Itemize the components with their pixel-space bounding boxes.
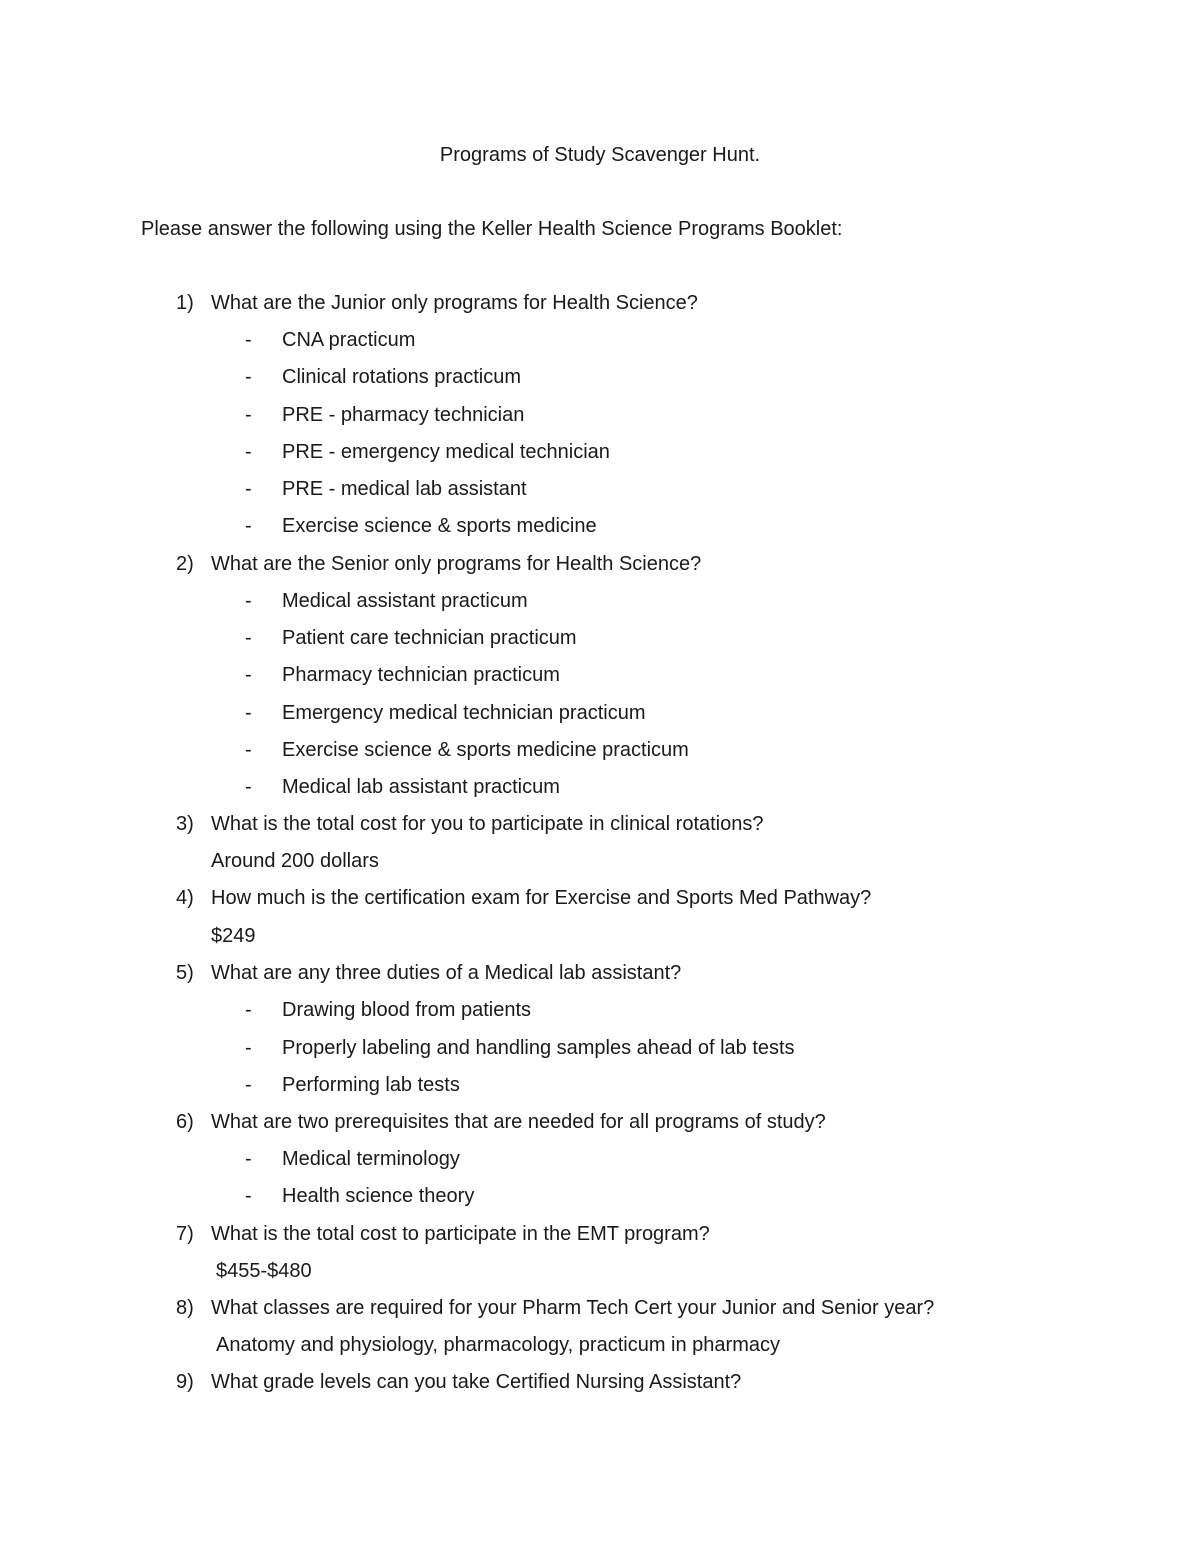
- page-title: Programs of Study Scavenger Hunt.: [439, 144, 761, 166]
- answer-text: $455-$480: [216, 1260, 312, 1282]
- dash-bullet: -: [245, 627, 252, 649]
- dash-bullet: -: [245, 1074, 252, 1096]
- dash-bullet: -: [245, 329, 252, 351]
- dash-bullet: -: [245, 590, 252, 612]
- answer-text: Anatomy and physiology, pharmacology, practicum in pharmacy: [216, 1334, 780, 1356]
- dash-bullet: -: [245, 441, 252, 463]
- dash-bullet: -: [245, 739, 252, 761]
- answer-item: Pharmacy technician practicum: [282, 664, 560, 686]
- question-text: How much is the certification exam for Exercise and Sports Med Pathway?: [211, 887, 872, 909]
- answer-item: Properly labeling and handling samples ahead of lab tests: [282, 1037, 795, 1059]
- answer-item: CNA practicum: [282, 329, 416, 351]
- answer-text: Around 200 dollars: [211, 850, 379, 872]
- answer-item: PRE - pharmacy technician: [282, 404, 525, 426]
- answer-item: Medical assistant practicum: [282, 590, 528, 612]
- question-number: 5): [176, 962, 194, 984]
- answer-item: Health science theory: [282, 1185, 475, 1207]
- answer-item: Performing lab tests: [282, 1074, 460, 1096]
- dash-bullet: -: [245, 515, 252, 537]
- question-text: What are the Senior only programs for Health Science?: [211, 553, 702, 575]
- dash-bullet: -: [245, 478, 252, 500]
- answer-item: Medical terminology: [282, 1148, 460, 1170]
- answer-item: Medical lab assistant practicum: [282, 776, 560, 798]
- answer-item: Emergency medical technician practicum: [282, 702, 646, 724]
- dash-bullet: -: [245, 1185, 252, 1207]
- dash-bullet: -: [245, 999, 252, 1021]
- question-number: 4): [176, 887, 194, 909]
- answer-item: PRE - medical lab assistant: [282, 478, 527, 500]
- answer-item: Clinical rotations practicum: [282, 366, 521, 388]
- dash-bullet: -: [245, 1037, 252, 1059]
- question-number: 8): [176, 1297, 194, 1319]
- dash-bullet: -: [245, 1148, 252, 1170]
- dash-bullet: -: [245, 366, 252, 388]
- dash-bullet: -: [245, 776, 252, 798]
- question-text: What is the total cost to participate in the EMT program?: [211, 1223, 710, 1245]
- question-text: What classes are required for your Pharm Tech Cert your Junior and Senior year?: [211, 1297, 935, 1319]
- question-number: 7): [176, 1223, 194, 1245]
- answer-item: Patient care technician practicum: [282, 627, 577, 649]
- question-number: 2): [176, 553, 194, 575]
- question-number: 1): [176, 292, 194, 314]
- answer-item: Exercise science & sports medicine: [282, 515, 597, 537]
- question-text: What is the total cost for you to participate in clinical rotations?: [211, 813, 764, 835]
- answer-item: Drawing blood from patients: [282, 999, 532, 1021]
- question-number: 6): [176, 1111, 194, 1133]
- question-number: 3): [176, 813, 194, 835]
- dash-bullet: -: [245, 664, 252, 686]
- answer-text: $249: [211, 925, 256, 947]
- question-number: 9): [176, 1371, 194, 1393]
- dash-bullet: -: [245, 702, 252, 724]
- question-text: What are any three duties of a Medical lab assistant?: [211, 962, 682, 984]
- answer-item: Exercise science & sports medicine practicum: [282, 739, 689, 761]
- question-text: What grade levels can you take Certified Nursing Assistant?: [211, 1371, 742, 1393]
- instructions: Please answer the following using the Keller Health Science Programs Booklet:: [141, 218, 843, 240]
- question-text: What are the Junior only programs for Health Science?: [211, 292, 698, 314]
- question-text: What are two prerequisites that are needed for all programs of study?: [211, 1111, 826, 1133]
- answer-item: PRE - emergency medical technician: [282, 441, 610, 463]
- dash-bullet: -: [245, 404, 252, 426]
